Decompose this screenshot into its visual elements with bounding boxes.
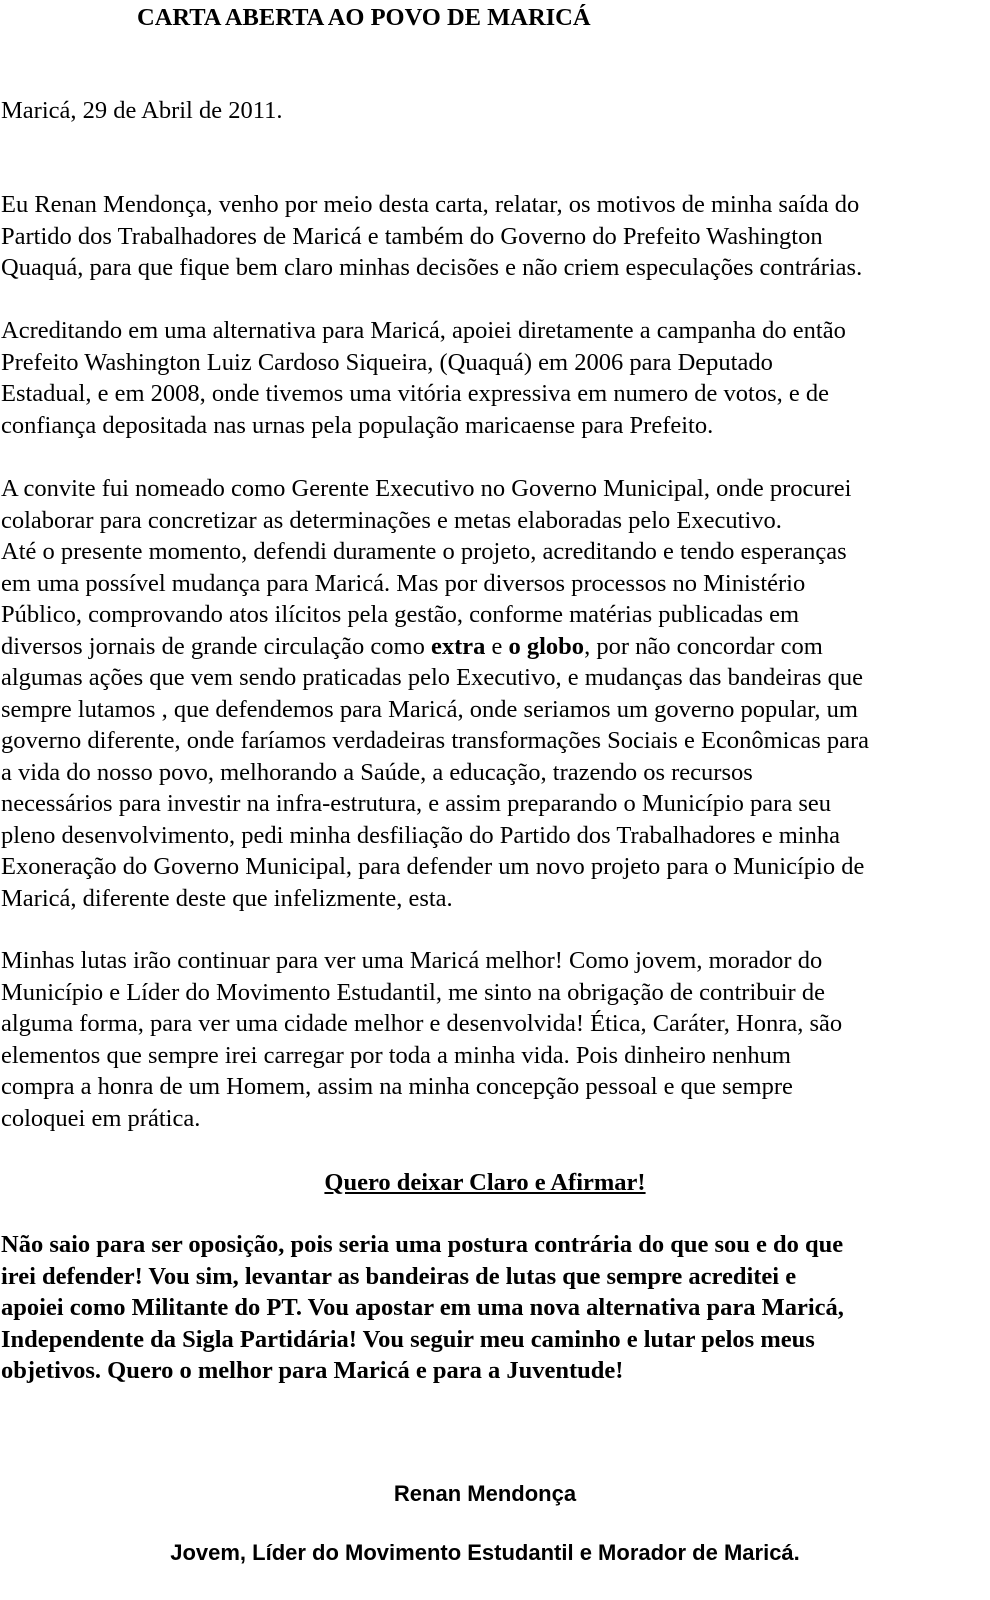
paragraph-line: Público, comprovando atos ilícitos pela gestão, conforme matérias publicadas em bbox=[1, 601, 800, 628]
paragraph-line: irei defender! Vou sim, levantar as bandeiras de lutas que sempre acreditei e bbox=[1, 1262, 797, 1290]
letter-date bbox=[1, 95, 282, 127]
paragraph-4 bbox=[1, 945, 842, 1134]
paragraph-line: Estadual, e em 2008, onde tivemos uma vitória expressiva em numero de votos, e de bbox=[1, 380, 830, 407]
letter-title: CARTA ABERTA AO POVO DE MARICÁ bbox=[137, 4, 591, 31]
paragraph-line: Até o presente momento, defendi duramente o projeto, acreditando e tendo esperanças bbox=[1, 538, 847, 565]
paragraph-line: pleno desenvolvimento, pedi minha desfiliação do Partido dos Trabalhadores e minha bbox=[1, 821, 840, 849]
date-text: Maricá, 29 de Abril de 2011. bbox=[1, 97, 283, 124]
paragraph-line: Acreditando em uma alternativa para Maricá, apoiei diretamente a campanha do então bbox=[1, 317, 846, 344]
paragraph-line: elementos que sempre irei carregar por toda a minha vida. Pois dinheiro nenhum bbox=[1, 1041, 791, 1069]
newspaper-o-globo: o globo bbox=[508, 632, 585, 660]
paragraph-line: coloquei em prática. bbox=[1, 1104, 201, 1132]
paragraph-line: A convite fui nomeado como Gerente Executivo no Governo Municipal, onde procurei bbox=[1, 475, 852, 502]
paragraph-3 bbox=[1, 473, 869, 914]
paragraph-line: Partido dos Trabalhadores de Maricá e também do Governo do Prefeito Washington bbox=[1, 222, 823, 250]
newspaper-extra: extra bbox=[430, 632, 486, 660]
paragraph-line: alguma forma, para ver uma cidade melhor e desenvolvida! Ética, Caráter, Honra, são bbox=[1, 1010, 843, 1037]
text-segment: , por não concordar com bbox=[584, 632, 823, 660]
section-heading: Quero deixar Claro e Afirmar! bbox=[324, 1169, 646, 1196]
paragraph-line: Minhas lutas irão continuar para ver uma Maricá melhor! Como jovem, morador do bbox=[1, 947, 823, 974]
paragraph-5 bbox=[1, 1229, 844, 1387]
paragraph-line: compra a honra de um Homem, assim na minha concepção pessoal e que sempre bbox=[1, 1073, 793, 1100]
paragraph-line: colaborar para concretizar as determinações e metas elaboradas pelo Executivo. bbox=[1, 506, 782, 534]
paragraph-line: em uma possível mudança para Maricá. Mas por diversos processos no Ministério bbox=[1, 569, 806, 597]
signature-name: Renan Mendonça bbox=[393, 1481, 577, 1506]
paragraph-line-with-bold bbox=[1, 631, 869, 663]
paragraph-line: Não saio para ser oposição, pois seria uma postura contrária do que sou e do que bbox=[1, 1231, 844, 1258]
paragraph-line: Maricá, diferente deste que infelizmente, esta. bbox=[1, 884, 453, 912]
paragraph-line: apoiei como Militante do PT. Vou apostar em uma nova alternativa para Maricá, bbox=[1, 1294, 844, 1321]
paragraph-line: necessários para investir na infra-estrutura, e assim preparando o Município para seu bbox=[1, 790, 831, 817]
paragraph-line: a vida do nosso povo, melhorando a Saúde, a educação, trazendo os recursos bbox=[1, 758, 753, 786]
paragraph-line: Eu Renan Mendonça, venho por meio desta carta, relatar, os motivos de minha saída do bbox=[1, 191, 860, 218]
text-segment: e bbox=[485, 632, 509, 660]
paragraph-line: algumas ações que vem sendo praticadas pelo Executivo, e mudanças das bandeiras que bbox=[1, 664, 863, 691]
paragraph-line: Município e Líder do Movimento Estudantil, me sinto na obrigação de contribuir de bbox=[1, 978, 825, 1006]
paragraph-line: objetivos. Quero o melhor para Maricá e para a Juventude! bbox=[1, 1357, 624, 1384]
paragraph-line: sempre lutamos , que defendemos para Maricá, onde seriamos um governo popular, um bbox=[1, 695, 858, 723]
paragraph-line: Quaquá, para que fique bem claro minhas decisões e não criem especulações contrárias. bbox=[1, 254, 863, 281]
paragraph-2 bbox=[1, 315, 846, 441]
paragraph-line: Exoneração do Governo Municipal, para defender um novo projeto para o Município de bbox=[1, 853, 865, 880]
paragraph-line: Independente da Sigla Partidária! Vou seguir meu caminho e lutar pelos meus bbox=[1, 1325, 815, 1353]
text-segment: diversos jornais de grande circulação como bbox=[1, 632, 431, 660]
paragraph-1 bbox=[1, 189, 862, 284]
paragraph-line: confiança depositada nas urnas pela população maricaense para Prefeito. bbox=[1, 411, 714, 439]
paragraph-line: Prefeito Washington Luiz Cardoso Siqueira, (Quaquá) em 2006 para Deputado bbox=[1, 348, 773, 376]
paragraph-line: governo diferente, onde faríamos verdadeiras transformações Sociais e Econômicas para bbox=[1, 727, 870, 754]
signature-role: Jovem, Líder do Movimento Estudantil e Morador de Maricá. bbox=[170, 1540, 800, 1565]
